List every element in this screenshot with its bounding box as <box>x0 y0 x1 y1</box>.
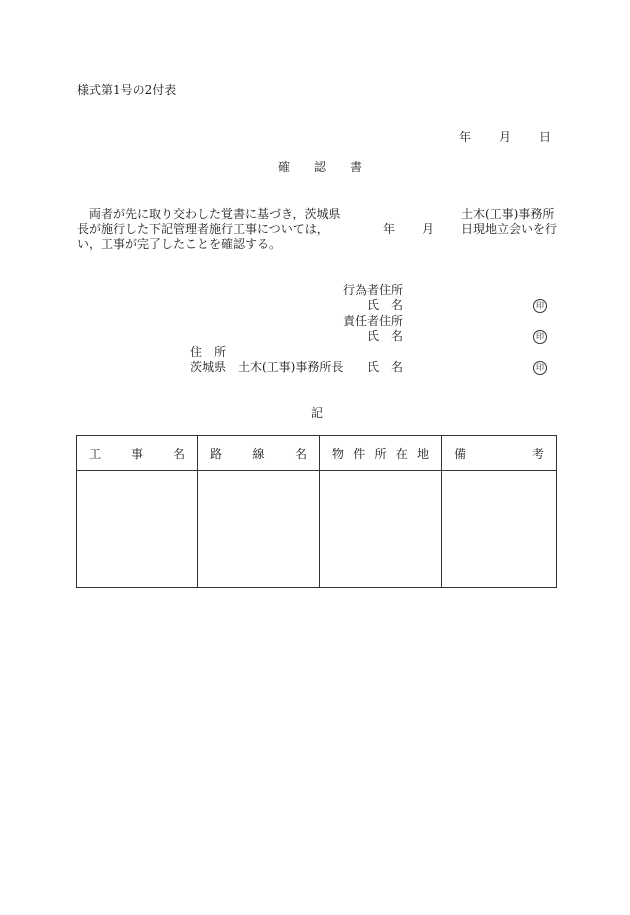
title-char-2: 認 <box>314 160 327 174</box>
office-address-label: 住 所 <box>190 345 227 359</box>
date-line <box>459 130 551 144</box>
cell-route-name[interactable] <box>198 471 320 588</box>
ki-heading: 記 <box>311 406 324 420</box>
body-line2-b: 日現地立会いを行 <box>461 222 558 236</box>
body-line1-b: 土木(工事)事務所 <box>461 207 555 221</box>
seal-icon: 印 <box>533 330 547 344</box>
seal-icon: 印 <box>533 299 547 313</box>
body-paragraph <box>77 207 560 257</box>
cell-work-name[interactable] <box>77 471 198 588</box>
date-year: 年 <box>459 130 472 144</box>
header-remarks: 備 考 <box>442 436 557 471</box>
title-char-1: 確 <box>278 160 291 174</box>
office-title: 茨城県 土木(工事)事務所長 <box>190 360 344 374</box>
cell-remarks[interactable] <box>442 471 557 588</box>
body-line2-a: 長が施行した下記管理者施行工事については， <box>77 222 329 236</box>
title-char-3: 書 <box>350 160 363 174</box>
body-line2-year: 年 <box>383 222 396 236</box>
header-work-name: 工 事 名 <box>77 436 198 471</box>
date-month: 月 <box>499 130 512 144</box>
form-label: 様式第1号の2付表 <box>77 83 177 97</box>
table-row <box>77 471 557 588</box>
seal-icon: 印 <box>533 361 547 375</box>
resp-name-label: 氏 名 <box>367 329 404 343</box>
body-line3: い，工事が完了したことを確認する。 <box>77 237 282 251</box>
header-route-name: 路 線 名 <box>198 436 320 471</box>
resp-address-label: 責任者住所 <box>343 314 404 328</box>
work-table <box>76 435 557 588</box>
date-day: 日 <box>539 130 552 144</box>
office-name-label: 氏 名 <box>367 360 404 374</box>
table-header-row <box>77 436 557 471</box>
actor-name-label: 氏 名 <box>367 298 404 312</box>
actor-address-label: 行為者住所 <box>343 283 404 297</box>
cell-location[interactable] <box>320 471 442 588</box>
header-location: 物 件 所 在 地 <box>320 436 442 471</box>
body-line1-a: 両者が先に取り交わした覚書に基づき，茨城県 <box>89 207 341 221</box>
body-line2-month: 月 <box>422 222 435 236</box>
document-title <box>278 160 362 174</box>
